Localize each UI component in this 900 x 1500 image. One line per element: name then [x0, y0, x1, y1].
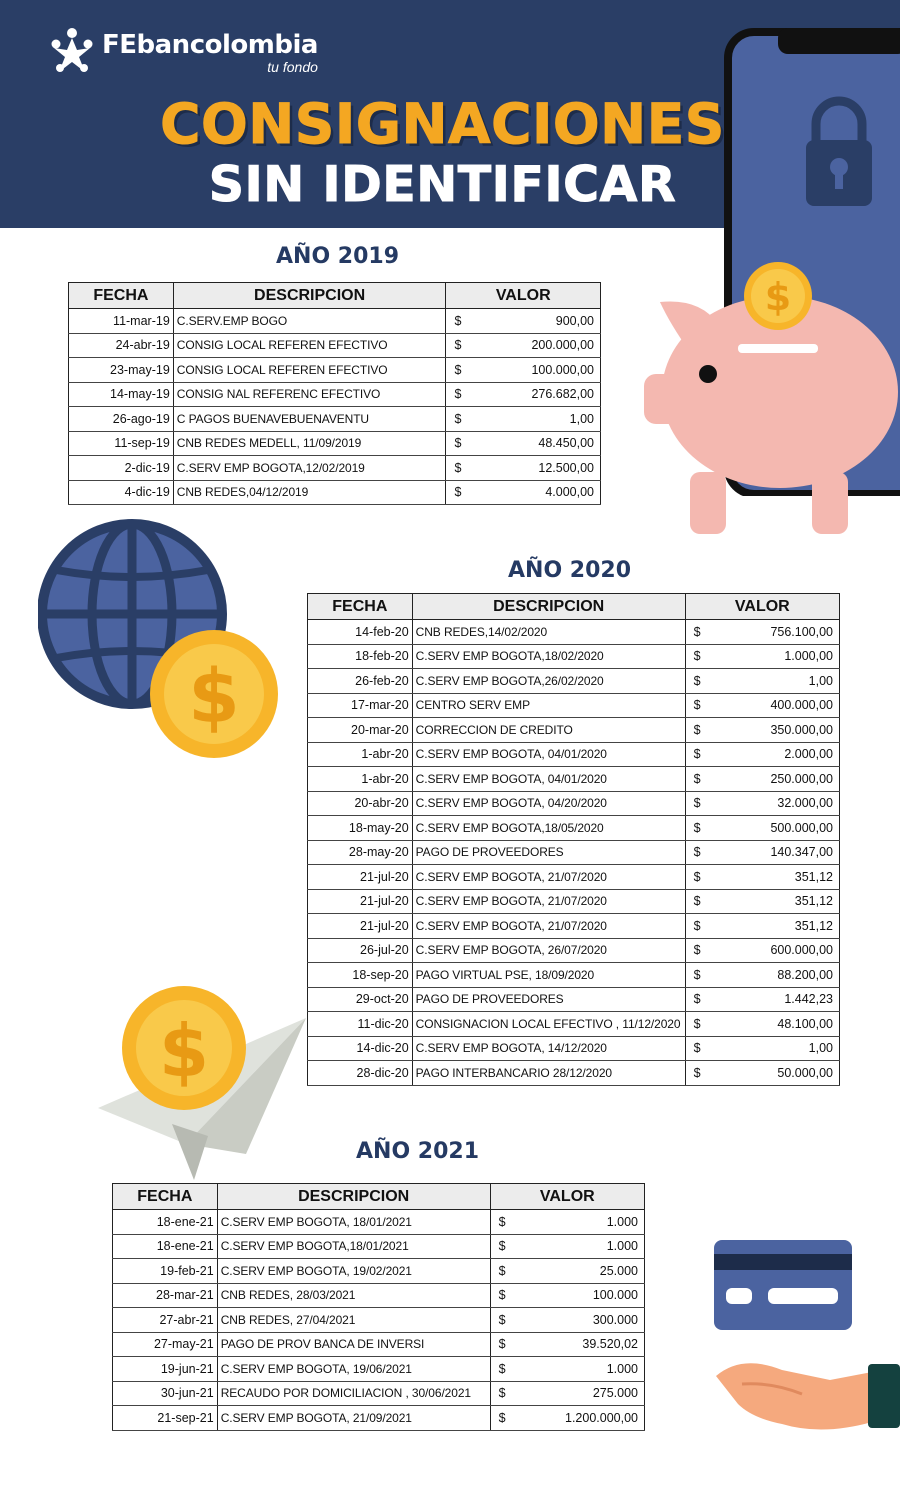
cell-descripcion: C.SERV EMP BOGOTA, 18/01/2021	[217, 1210, 490, 1235]
cell-valor	[446, 480, 601, 505]
cell-valor-amount: 200.000,00	[531, 338, 594, 353]
cell-fecha: 11-sep-19	[69, 431, 174, 456]
table-row	[69, 456, 601, 481]
cell-valor-amount: 1.000,00	[784, 649, 833, 664]
cell-fecha: 19-jun-21	[113, 1357, 218, 1382]
currency-symbol: $	[454, 387, 462, 402]
paper-plane-icon	[96, 984, 336, 1184]
currency-symbol: $	[498, 1239, 506, 1254]
section-title-2019: AÑO 2019	[276, 244, 400, 269]
cell-valor	[446, 431, 601, 456]
cell-fecha: 11-mar-19	[69, 309, 174, 334]
currency-symbol: $	[498, 1214, 506, 1229]
cell-fecha: 28-may-20	[308, 840, 413, 865]
cell-descripcion: CNB REDES, 27/04/2021	[217, 1308, 490, 1333]
cell-valor-amount: 48.100,00	[777, 1016, 833, 1031]
svg-text:$: $	[188, 654, 240, 740]
cell-valor	[446, 407, 601, 432]
cell-descripcion: C.SERV EMP BOGOTA, 19/06/2021	[217, 1357, 490, 1382]
currency-symbol: $	[498, 1410, 506, 1425]
column-header-fecha: FECHA	[308, 594, 413, 620]
cell-descripcion: C.SERV EMP BOGOTA, 21/07/2020	[412, 889, 685, 914]
cell-descripcion: C.SERV EMP BOGOTA, 21/09/2021	[217, 1406, 490, 1431]
table-row	[308, 644, 840, 669]
cell-descripcion: C.SERV.EMP BOGO	[173, 309, 446, 334]
cell-descripcion: C.SERV EMP BOGOTA, 04/01/2020	[412, 767, 685, 792]
currency-symbol: $	[693, 747, 701, 762]
cell-fecha: 19-feb-21	[113, 1259, 218, 1284]
cell-valor-amount: 756.100,00	[770, 624, 833, 639]
cell-descripcion: C.SERV EMP BOGOTA,18/01/2021	[217, 1234, 490, 1259]
cell-descripcion: CNB REDES MEDELL, 11/09/2019	[173, 431, 446, 456]
cell-valor-amount: 48.450,00	[538, 436, 594, 451]
cell-descripcion: C.SERV EMP BOGOTA,18/02/2020	[412, 644, 685, 669]
cell-fecha: 14-feb-20	[308, 620, 413, 645]
currency-symbol: $	[693, 869, 701, 884]
currency-symbol: $	[693, 820, 701, 835]
cell-descripcion: PAGO DE PROVEEDORES	[412, 987, 685, 1012]
currency-symbol: $	[454, 436, 462, 451]
cell-descripcion: PAGO VIRTUAL PSE, 18/09/2020	[412, 963, 685, 988]
table-row	[113, 1308, 645, 1333]
piggy-bank-icon	[640, 262, 900, 540]
page-title-line2: SIN IDENTIFICAR	[208, 156, 677, 213]
cell-descripcion: PAGO DE PROVEEDORES	[412, 840, 685, 865]
currency-symbol: $	[693, 698, 701, 713]
cell-valor	[446, 456, 601, 481]
currency-symbol: $	[454, 313, 462, 328]
table-row	[308, 693, 840, 718]
cell-descripcion: C.SERV EMP BOGOTA,18/05/2020	[412, 816, 685, 841]
cell-valor	[490, 1234, 644, 1259]
cell-valor	[446, 382, 601, 407]
cell-descripcion: CNB REDES,14/02/2020	[412, 620, 685, 645]
cell-fecha: 18-may-20	[308, 816, 413, 841]
cell-descripcion: CONSIG LOCAL REFEREN EFECTIVO	[173, 333, 446, 358]
table-header-row	[69, 283, 601, 309]
cell-fecha: 28-mar-21	[113, 1283, 218, 1308]
table-row	[308, 816, 840, 841]
cell-descripcion: C.SERV EMP BOGOTA, 26/07/2020	[412, 938, 685, 963]
cell-fecha: 21-jul-20	[308, 889, 413, 914]
brand-logo	[48, 26, 318, 78]
cell-valor-amount: 1,00	[569, 411, 594, 426]
table-2019	[68, 282, 601, 505]
cell-valor-amount: 1.000	[606, 1361, 638, 1376]
cell-valor-amount: 1.000	[606, 1239, 638, 1254]
column-header-valor: VALOR	[490, 1184, 644, 1210]
column-header-descripcion: DESCRIPCION	[217, 1184, 490, 1210]
cell-valor	[685, 963, 839, 988]
currency-symbol: $	[693, 722, 701, 737]
cell-valor	[446, 333, 601, 358]
table-row	[308, 742, 840, 767]
cell-fecha: 28-dic-20	[308, 1061, 413, 1086]
table-header-row	[113, 1184, 645, 1210]
cell-fecha: 21-jul-20	[308, 865, 413, 890]
cell-valor-amount: 351,12	[794, 894, 833, 909]
cell-fecha: 26-feb-20	[308, 669, 413, 694]
cell-valor	[685, 693, 839, 718]
cell-valor	[685, 840, 839, 865]
currency-symbol: $	[498, 1361, 506, 1376]
cell-valor	[685, 889, 839, 914]
cell-valor	[490, 1332, 644, 1357]
cell-descripcion: C.SERV EMP BOGOTA, 21/07/2020	[412, 914, 685, 939]
currency-symbol: $	[693, 771, 701, 786]
currency-symbol: $	[693, 918, 701, 933]
cell-fecha: 27-abr-21	[113, 1308, 218, 1333]
cell-descripcion: C.SERV EMP BOGOTA,12/02/2019	[173, 456, 446, 481]
coin-icon	[122, 986, 246, 1110]
column-header-descripcion: DESCRIPCION	[412, 594, 685, 620]
cell-valor-amount: 351,12	[794, 918, 833, 933]
cell-descripcion: CENTRO SERV EMP	[412, 693, 685, 718]
section-title-2021: AÑO 2021	[356, 1139, 480, 1164]
currency-symbol: $	[693, 624, 701, 639]
currency-symbol: $	[454, 460, 462, 475]
cell-fecha: 18-ene-21	[113, 1234, 218, 1259]
cell-descripcion: CONSIG LOCAL REFEREN EFECTIVO	[173, 358, 446, 383]
table-row	[308, 840, 840, 865]
cell-valor	[685, 767, 839, 792]
cell-valor-amount: 25.000	[599, 1263, 638, 1278]
table-row	[69, 309, 601, 334]
currency-symbol: $	[693, 649, 701, 664]
cell-valor-amount: 275.000	[592, 1386, 638, 1401]
cell-descripcion: C.SERV EMP BOGOTA, 14/12/2020	[412, 1036, 685, 1061]
cell-valor	[490, 1283, 644, 1308]
currency-symbol: $	[693, 673, 701, 688]
cell-descripcion: C.SERV EMP BOGOTA, 04/20/2020	[412, 791, 685, 816]
cell-valor-amount: 276.682,00	[531, 387, 594, 402]
cell-valor-amount: 1,00	[808, 673, 833, 688]
cell-descripcion: C PAGOS BUENAVEBUENAVENTU	[173, 407, 446, 432]
table-row	[308, 718, 840, 743]
currency-symbol: $	[693, 967, 701, 982]
table-row	[308, 669, 840, 694]
cell-fecha: 17-mar-20	[308, 693, 413, 718]
cell-valor	[490, 1259, 644, 1284]
cell-fecha: 20-mar-20	[308, 718, 413, 743]
cell-valor	[685, 987, 839, 1012]
table-row	[113, 1259, 645, 1284]
cell-valor	[490, 1406, 644, 1431]
currency-symbol: $	[454, 411, 462, 426]
cell-valor-amount: 2.000,00	[784, 747, 833, 762]
globe-icon	[38, 518, 288, 768]
cell-descripcion: C.SERV EMP BOGOTA, 21/07/2020	[412, 865, 685, 890]
cell-valor	[685, 865, 839, 890]
cell-fecha: 30-jun-21	[113, 1381, 218, 1406]
table-row	[69, 431, 601, 456]
currency-symbol: $	[693, 845, 701, 860]
column-header-fecha: FECHA	[113, 1184, 218, 1210]
cell-fecha: 21-jul-20	[308, 914, 413, 939]
table-2021	[112, 1183, 645, 1431]
cell-valor-amount: 350.000,00	[770, 722, 833, 737]
cell-descripcion: CORRECCION DE CREDITO	[412, 718, 685, 743]
currency-symbol: $	[693, 1041, 701, 1056]
cell-valor-amount: 250.000,00	[770, 771, 833, 786]
cell-valor-amount: 1.000	[606, 1214, 638, 1229]
table-row	[69, 480, 601, 505]
currency-symbol: $	[693, 992, 701, 1007]
cell-fecha: 11-dic-20	[308, 1012, 413, 1037]
cell-valor	[685, 1012, 839, 1037]
cell-valor	[490, 1381, 644, 1406]
cell-valor-amount: 1.442,23	[784, 992, 833, 1007]
cell-fecha: 1-abr-20	[308, 742, 413, 767]
cell-valor	[685, 1036, 839, 1061]
brand-star-icon	[48, 26, 96, 78]
cell-valor-amount: 600.000,00	[770, 943, 833, 958]
column-header-valor: VALOR	[685, 594, 839, 620]
cell-valor	[685, 791, 839, 816]
table-row	[69, 407, 601, 432]
cell-fecha: 24-abr-19	[69, 333, 174, 358]
cell-valor-amount: 12.500,00	[538, 460, 594, 475]
cell-descripcion: C.SERV EMP BOGOTA, 04/01/2020	[412, 742, 685, 767]
cell-valor	[685, 620, 839, 645]
column-header-descripcion: DESCRIPCION	[173, 283, 446, 309]
cell-valor	[490, 1357, 644, 1382]
column-header-valor: VALOR	[446, 283, 601, 309]
currency-symbol: $	[498, 1312, 506, 1327]
cell-valor	[490, 1308, 644, 1333]
currency-symbol: $	[693, 894, 701, 909]
table-row	[308, 963, 840, 988]
cell-descripcion: C.SERV EMP BOGOTA, 19/02/2021	[217, 1259, 490, 1284]
currency-symbol: $	[693, 1016, 701, 1031]
cell-valor-amount: 300.000	[592, 1312, 638, 1327]
cell-fecha: 18-feb-20	[308, 644, 413, 669]
credit-card-icon	[712, 1238, 854, 1332]
cell-valor-amount: 50.000,00	[777, 1065, 833, 1080]
cell-valor-amount: 32.000,00	[777, 796, 833, 811]
cell-valor	[685, 938, 839, 963]
cell-fecha: 23-may-19	[69, 358, 174, 383]
cell-valor-amount: 400.000,00	[770, 698, 833, 713]
table-row	[69, 382, 601, 407]
table-row	[113, 1283, 645, 1308]
cell-valor-amount: 351,12	[794, 869, 833, 884]
cell-fecha: 29-oct-20	[308, 987, 413, 1012]
table-row	[113, 1357, 645, 1382]
cell-fecha: 14-dic-20	[308, 1036, 413, 1061]
currency-symbol: $	[693, 1065, 701, 1080]
table-row	[308, 865, 840, 890]
currency-symbol: $	[498, 1288, 506, 1303]
table-row	[113, 1406, 645, 1431]
cell-fecha: 26-ago-19	[69, 407, 174, 432]
cell-fecha: 2-dic-19	[69, 456, 174, 481]
currency-symbol: $	[693, 943, 701, 958]
column-header-fecha: FECHA	[69, 283, 174, 309]
table-row	[113, 1332, 645, 1357]
cell-valor	[446, 309, 601, 334]
cell-valor	[446, 358, 601, 383]
hand-icon	[712, 1352, 900, 1438]
table-row	[308, 1036, 840, 1061]
cell-valor-amount: 1.200.000,00	[565, 1410, 638, 1425]
table-row	[308, 791, 840, 816]
brand-name: FEbancolombia	[102, 29, 318, 60]
currency-symbol: $	[498, 1386, 506, 1401]
section-title-2020: AÑO 2020	[508, 558, 632, 583]
table-row	[113, 1381, 645, 1406]
cell-valor	[685, 669, 839, 694]
cell-descripcion: PAGO INTERBANCARIO 28/12/2020	[412, 1061, 685, 1086]
cell-valor-amount: 88.200,00	[777, 967, 833, 982]
cell-valor	[685, 742, 839, 767]
table-row	[69, 333, 601, 358]
table-row	[308, 1012, 840, 1037]
cell-valor	[685, 1061, 839, 1086]
cell-valor	[685, 644, 839, 669]
cell-valor-amount: 1,00	[808, 1041, 833, 1056]
table-row	[308, 1061, 840, 1086]
table-row	[308, 620, 840, 645]
table-row	[308, 938, 840, 963]
cell-descripcion: CNB REDES, 28/03/2021	[217, 1283, 490, 1308]
cell-descripcion: C.SERV EMP BOGOTA,26/02/2020	[412, 669, 685, 694]
table-row	[113, 1234, 645, 1259]
currency-symbol: $	[454, 362, 462, 377]
table-row	[113, 1210, 645, 1235]
currency-symbol: $	[454, 485, 462, 500]
cell-valor	[685, 718, 839, 743]
table-row	[308, 889, 840, 914]
table-row	[308, 767, 840, 792]
cell-descripcion: PAGO DE PROV BANCA DE INVERSI	[217, 1332, 490, 1357]
cell-fecha: 1-abr-20	[308, 767, 413, 792]
cell-valor-amount: 100.000,00	[531, 362, 594, 377]
cell-descripcion: RECAUDO POR DOMICILIACION , 30/06/2021	[217, 1381, 490, 1406]
cell-valor	[685, 914, 839, 939]
cell-fecha: 20-abr-20	[308, 791, 413, 816]
cell-valor-amount: 4.000,00	[545, 485, 594, 500]
currency-symbol: $	[498, 1263, 506, 1278]
cell-descripcion: CNB REDES,04/12/2019	[173, 480, 446, 505]
cell-valor-amount: 140.347,00	[770, 845, 833, 860]
svg-text:$: $	[158, 1009, 210, 1093]
cell-valor	[490, 1210, 644, 1235]
cell-descripcion: CONSIG NAL REFERENC EFECTIVO	[173, 382, 446, 407]
cell-fecha: 21-sep-21	[113, 1406, 218, 1431]
cell-valor-amount: 500.000,00	[770, 820, 833, 835]
cell-descripcion: CONSIGNACION LOCAL EFECTIVO , 11/12/2020	[412, 1012, 685, 1037]
currency-symbol: $	[454, 338, 462, 353]
cell-valor-amount: 900,00	[555, 313, 594, 328]
table-row	[308, 987, 840, 1012]
currency-symbol: $	[693, 796, 701, 811]
cell-fecha: 18-ene-21	[113, 1210, 218, 1235]
svg-text:$: $	[764, 275, 792, 319]
brand-tagline: tu fondo	[267, 58, 318, 75]
coin-icon	[150, 630, 278, 758]
table-row	[69, 358, 601, 383]
table-header-row	[308, 594, 840, 620]
page-title-line1: CONSIGNACIONES	[160, 92, 725, 156]
cell-fecha: 26-jul-20	[308, 938, 413, 963]
cell-valor-amount: 39.520,02	[582, 1337, 638, 1352]
cell-valor-amount: 100.000	[592, 1288, 638, 1303]
cell-fecha: 14-may-19	[69, 382, 174, 407]
cell-fecha: 4-dic-19	[69, 480, 174, 505]
cell-valor	[685, 816, 839, 841]
cell-fecha: 18-sep-20	[308, 963, 413, 988]
currency-symbol: $	[498, 1337, 506, 1352]
table-2020	[307, 593, 840, 1086]
table-row	[308, 914, 840, 939]
cell-fecha: 27-may-21	[113, 1332, 218, 1357]
